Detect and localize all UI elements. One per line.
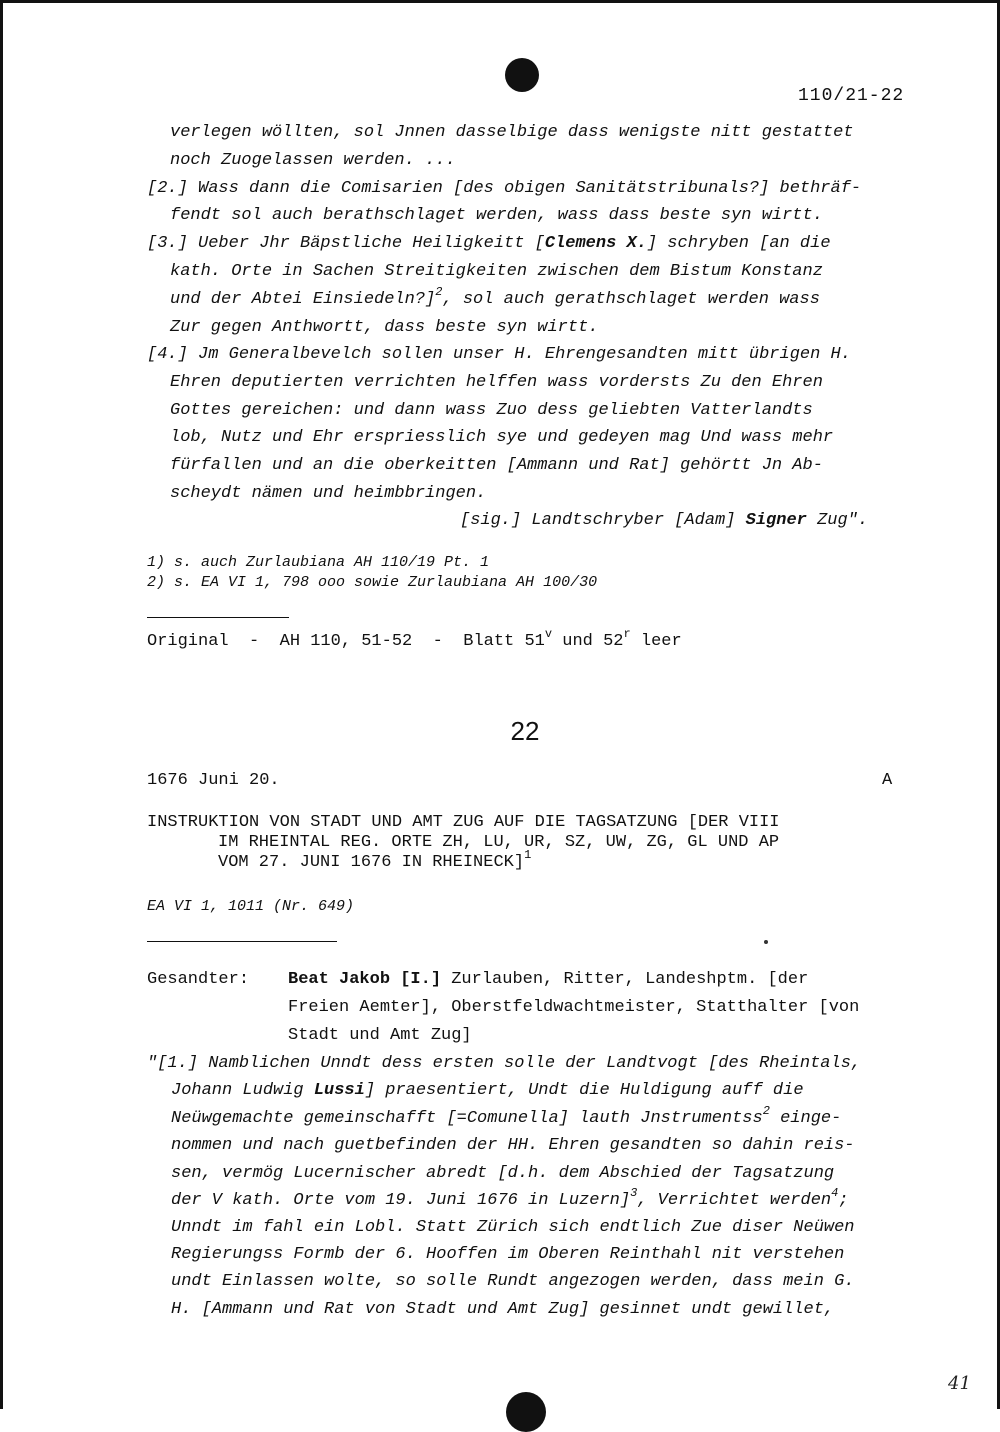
document-letter: A xyxy=(882,771,893,790)
footnote-ref: 2 xyxy=(762,1104,770,1118)
text-line: und der Abtei Einsiedeln?]$^2$, sol auch gerathschlaget werden wass xyxy=(170,285,820,309)
text-line: Ehren deputierten verrichten helffen wass vordersts Zu den Ehren xyxy=(170,373,823,392)
document-heading-line: INSTRUKTION VON STADT UND AMT ZUG AUF DIE TAGSATZUNG [DER VIII xyxy=(147,813,780,832)
envoy-line: Stadt und Amt Zug] xyxy=(288,1026,472,1045)
text-line: Regierungss Formb der 6. Hooffen im Oberen Reinthahl nit verstehen xyxy=(171,1245,845,1264)
text-line: Gottes gereichen: und dann wass Zuo dess geliebten Vatterlandts xyxy=(170,401,813,420)
text-line: Zur gegen Anthwortt, dass beste syn wirtt. xyxy=(170,318,599,337)
text-line: "[1.] Namblichen Unndt dess ersten solle der Landtvogt [des Rheintals, xyxy=(147,1054,862,1073)
punch-hole-top xyxy=(505,58,539,92)
signer-name: Signer xyxy=(745,511,807,530)
text-line: undt Einlassen wolte, so solle Rundt angezogen werden, dass mein G. xyxy=(171,1272,855,1291)
text-line: sen, vermög Lucernischer abredt [d.h. dem Abschied der Tagsatzung xyxy=(171,1164,835,1183)
separator-rule xyxy=(147,941,337,942)
envoy-label: Gesandter: xyxy=(147,970,250,989)
footnote-ref: 2 xyxy=(435,285,443,299)
signature-line: [sig.] Landtschryber [Adam] Signer Zug". xyxy=(460,511,869,530)
footnote-ref: 1 xyxy=(524,848,532,862)
text-line: scheydt nämen und heimbbringen. xyxy=(170,484,487,503)
text-line: Johann Ludwig Lussi] praesentiert, Undt die Huldigung auff die xyxy=(171,1081,804,1100)
envoy-line: Beat Jakob [I.] Zurlauben, Ritter, Landeshptm. [der xyxy=(288,970,809,989)
text-line: [2.] Wass dann die Comisarien [des obigen Sanitätstribunals?] bethräf- xyxy=(147,179,862,198)
document-number: 22 xyxy=(510,716,540,746)
footnote: 2) s. EA VI 1, 798 ooo sowie Zurlaubiana AH 100/30 xyxy=(147,574,598,591)
text-line: lob, Nutz und Ehr erspriesslich sye und gedeyen mag Und wass mehr xyxy=(170,428,834,447)
text-line: fendt sol auch berathschlaget werden, wass dass beste syn wirtt. xyxy=(170,206,823,225)
footnote-ref: 4 xyxy=(831,1186,839,1200)
page-reference: 110/21-22 xyxy=(798,86,905,106)
text-line: nommen und nach guetbefinden der HH. Ehren gesandten so dahin reis- xyxy=(171,1136,855,1155)
text-line: H. [Ammann und Rat von Stadt und Amt Zug] gesinnet undt gewillet, xyxy=(171,1300,835,1319)
pope-name: Clemens X. xyxy=(544,234,647,253)
document-date: 1676 Juni 20. xyxy=(147,771,280,790)
handwritten-folio-mark: 41 xyxy=(948,1373,971,1394)
text-line: Neüwgemachte gemeinschafft [=Comunella] lauth Jnstrumentss$^2$ einge- xyxy=(171,1104,842,1128)
text-line: der V kath. Orte vom 19. Juni 1676 in Luzern]$^3$, Verrichtet werden$^4$; xyxy=(171,1186,849,1210)
envoy-name: Beat Jakob [I.] xyxy=(288,970,442,989)
original-note: Original - AH 110, 51-52 - Blatt 51$^v$ und 52$^r$ leer xyxy=(147,627,682,651)
text-line: [4.] Jm Generalbevelch sollen unser H. Ehrengesandten mitt übrigen H. xyxy=(147,345,851,364)
text-line: kath. Orte in Sachen Streitigkeiten zwischen dem Bistum Konstanz xyxy=(170,262,823,281)
text-line: fürfallen und an die oberkeitten [Ammann und Rat] gehörtt Jn Ab- xyxy=(170,456,823,475)
scan-speck xyxy=(764,940,768,944)
document-heading-line: IM RHEINTAL REG. ORTE ZH, LU, UR, SZ, UW, ZG, GL UND AP xyxy=(218,833,780,852)
edition-reference: EA VI 1, 1011 (Nr. 649) xyxy=(147,898,355,915)
scan-border-left xyxy=(0,0,3,1409)
text-line: noch Zuogelassen werden. ... xyxy=(170,151,456,170)
footnote: 1) s. auch Zurlaubiana AH 110/19 Pt. 1 xyxy=(147,554,490,571)
envoy-line: Freien Aemter], Oberstfeldwachtmeister, Statthalter [von xyxy=(288,998,860,1017)
text-line: verlegen wöllten, sol Jnnen dasselbige dass wenigste nitt gestattet xyxy=(170,123,854,142)
text-line: [3.] Ueber Jhr Bäpstliche Heiligkeitt [Clemens X.] schryben [an die xyxy=(147,234,831,253)
separator-rule xyxy=(147,617,289,618)
text-line: Unndt im fahl ein Lobl. Statt Zürich sich endtlich Zue diser Neüwen xyxy=(171,1218,855,1237)
person-name: Lussi xyxy=(313,1081,365,1100)
punch-hole-bottom xyxy=(506,1392,546,1432)
footnote-ref: 3 xyxy=(630,1186,638,1200)
scan-border-top xyxy=(0,0,1000,3)
document-heading-line: VOM 27. JUNI 1676 IN RHEINECK]$^1$ xyxy=(218,848,532,872)
